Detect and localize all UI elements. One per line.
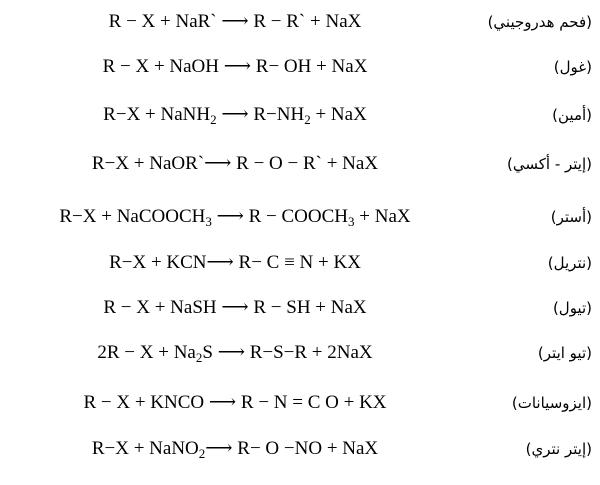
product-class-label: (فحم هدروجيني)	[487, 13, 592, 31]
reaction-equation	[0, 197, 470, 237]
reaction-row	[0, 288, 600, 328]
equation-fragment: ⟶	[216, 11, 254, 32]
reaction-equation	[0, 47, 470, 87]
equation-fragment: X + NaNH	[126, 104, 211, 125]
reaction-equation	[0, 2, 470, 42]
product-class-label: (إيتر نتري)	[525, 440, 592, 458]
reaction-equation	[0, 383, 470, 423]
reaction-row	[0, 47, 600, 87]
equation-fragment: ⟶	[211, 206, 249, 227]
equation-fragment: −	[72, 206, 83, 227]
equation-fragment: R − COOCH	[248, 206, 349, 227]
reaction-row	[0, 144, 600, 184]
equation-fragment: ⟶	[216, 104, 254, 125]
equation-fragment: + NaX	[310, 104, 367, 125]
subscript: 2	[210, 112, 217, 127]
equation-fragment: X + NaOR`	[115, 153, 205, 174]
equation-fragment: X + NaNO	[115, 438, 199, 459]
equation-fragment: −	[121, 252, 133, 273]
equation-fragment: R− C ≡ N + KX	[238, 252, 361, 273]
equation-fragment: R − O − R` + NaX	[236, 153, 379, 174]
equation-fragment: R	[103, 297, 117, 318]
equation-fragment: R− OH + NaX	[255, 56, 368, 77]
equation-fragment: X + NaCOOCH	[82, 206, 206, 227]
reaction-equation	[0, 333, 470, 373]
reaction-equation	[0, 429, 470, 469]
product-class-label: (ايزوسيانات)	[511, 394, 592, 412]
equation-fragment: X + NaR`	[141, 11, 217, 32]
equation-fragment: X + NaOH	[135, 56, 220, 77]
reaction-row	[0, 383, 600, 423]
reaction-row	[0, 429, 600, 469]
equation-fragment: −	[119, 342, 140, 363]
equation-fragment: −	[115, 104, 127, 125]
equation-fragment: X + KNCO	[116, 392, 205, 413]
product-class-label: (تيو ايتر)	[537, 344, 592, 362]
equation-fragment: R−S−R + 2NaX	[249, 342, 373, 363]
equation-fragment: R	[59, 206, 73, 227]
equation-fragment: X + KCN	[132, 252, 207, 273]
equation-fragment: −	[104, 438, 116, 459]
subscript: 3	[205, 214, 212, 229]
equation-fragment: R	[91, 153, 105, 174]
equation-fragment: R	[83, 392, 97, 413]
equation-fragment: S	[202, 342, 213, 363]
reaction-equation	[0, 144, 470, 184]
equation-fragment: R − SH + NaX	[253, 297, 367, 318]
product-class-label: (أمين)	[552, 106, 592, 124]
subscript: 2	[195, 350, 203, 365]
equation-fragment: R	[103, 104, 116, 125]
equation-fragment: + NaX	[354, 206, 411, 227]
product-class-label: (إيتر - أكسي)	[507, 155, 592, 173]
equation-fragment: X + Na	[139, 342, 196, 363]
equation-fragment: R	[91, 438, 105, 459]
equation-fragment: R − R` + NaX	[253, 11, 362, 32]
equation-fragment: R− O −NO + NaX	[237, 438, 379, 459]
equation-fragment: 2R	[97, 342, 120, 363]
equation-fragment: R	[108, 11, 122, 32]
equation-fragment: ⟶	[206, 252, 239, 273]
equation-fragment: ⟶	[204, 153, 237, 174]
subscript: 2	[304, 112, 311, 127]
reaction-row	[0, 197, 600, 237]
reaction-row	[0, 243, 600, 283]
product-class-label: (أستر)	[550, 208, 592, 226]
reaction-equation	[0, 95, 470, 135]
reaction-row	[0, 333, 600, 373]
equation-fragment: −	[121, 11, 142, 32]
reaction-equation	[0, 243, 470, 283]
equation-fragment: ⟶	[212, 342, 250, 363]
equation-fragment: ⟶	[219, 56, 256, 77]
reaction-row	[0, 95, 600, 135]
equation-fragment: −	[104, 153, 116, 174]
subscript: 2	[198, 446, 206, 461]
product-class-label: (نتريل)	[547, 254, 592, 272]
equation-fragment: R−NH	[253, 104, 305, 125]
equation-fragment: R	[109, 252, 122, 273]
equation-fragment: −	[115, 56, 136, 77]
product-class-label: (تيول)	[552, 299, 592, 317]
equation-fragment: X + NaSH	[136, 297, 217, 318]
product-class-label: (غول)	[553, 58, 592, 76]
equation-fragment: ⟶	[205, 438, 238, 459]
equation-fragment: −	[116, 297, 137, 318]
reaction-row	[0, 2, 600, 42]
equation-fragment: −	[96, 392, 117, 413]
equation-fragment: R − N = C O + KX	[240, 392, 387, 413]
reaction-equation	[0, 288, 470, 328]
equation-fragment: R	[102, 56, 116, 77]
subscript: 3	[348, 214, 355, 229]
equation-fragment: ⟶	[204, 392, 241, 413]
equation-fragment: ⟶	[216, 297, 254, 318]
